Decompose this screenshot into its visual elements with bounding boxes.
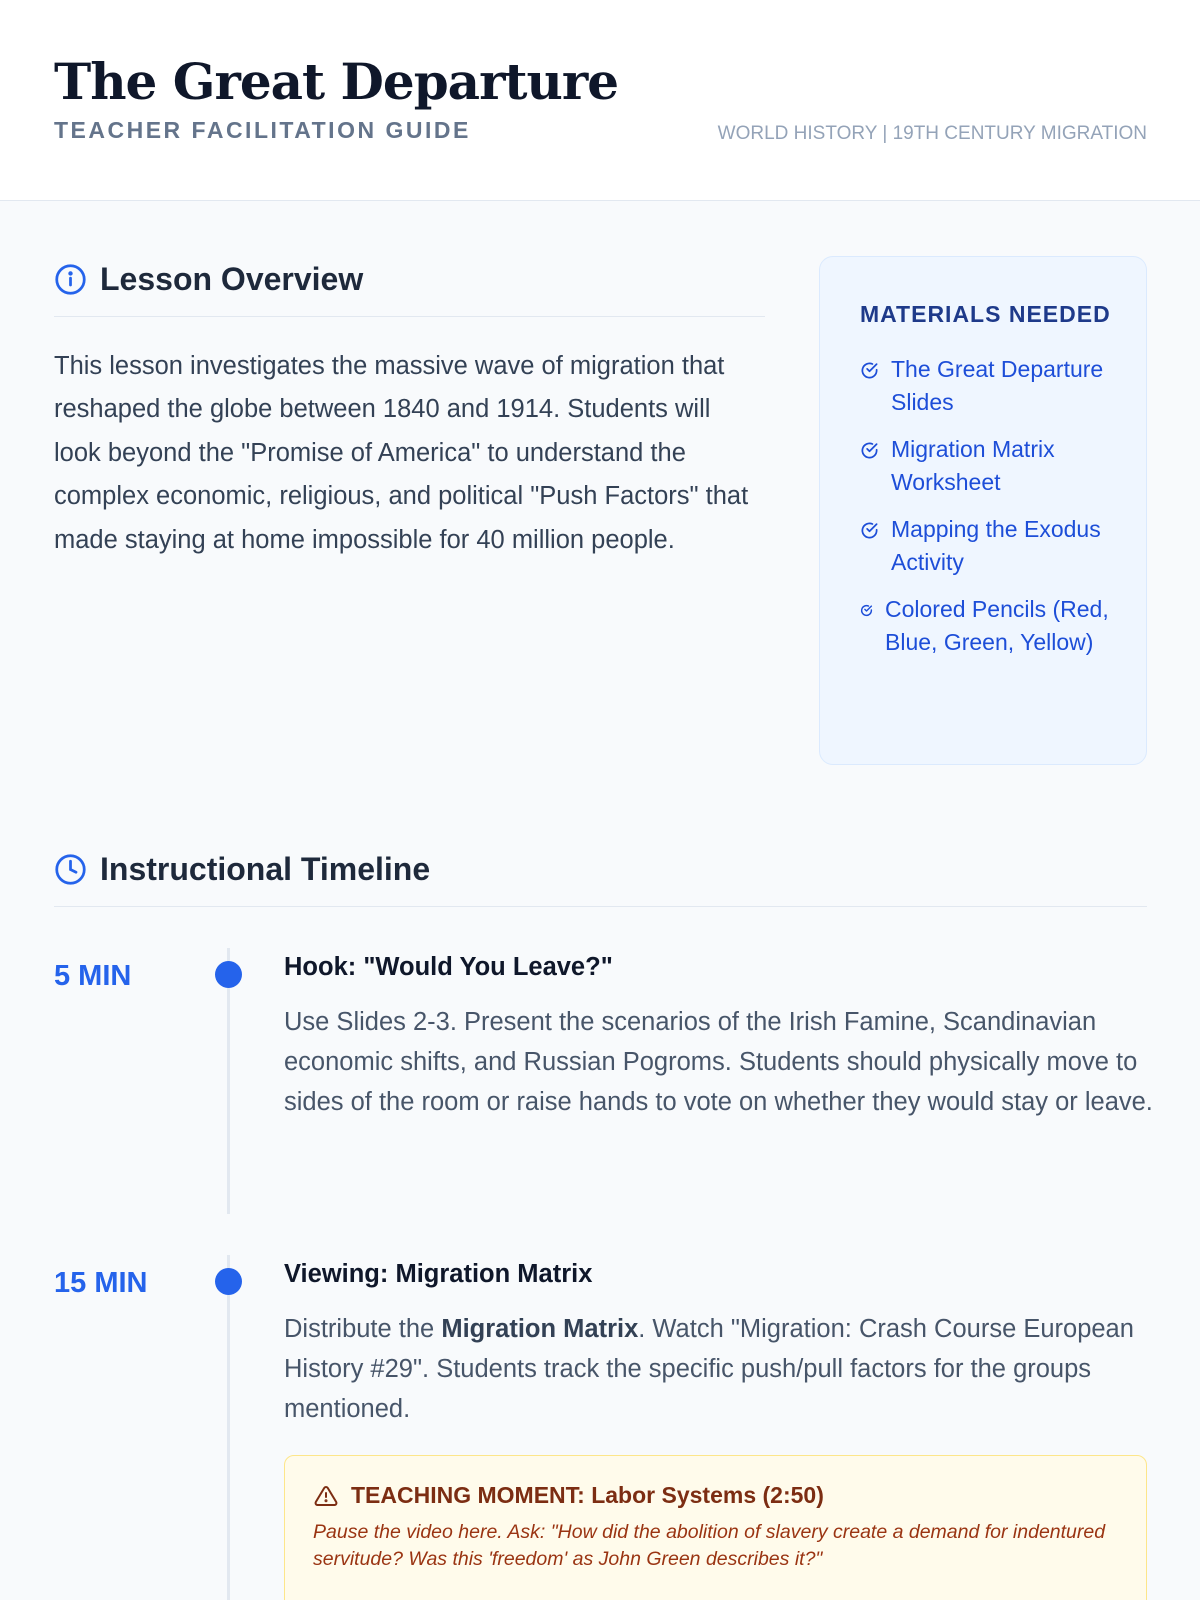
step-title: Viewing: Migration Matrix <box>284 1260 593 1288</box>
materials-heading: MATERIALS NEEDED <box>860 301 1111 327</box>
timeline-divider <box>54 906 1147 907</box>
callout-text: Pause the video here. Ask: "How did the abolition of slavery create a demand for indentured servitude? Was this 'freedom' as John Green describes it?" <box>313 1521 1106 1570</box>
step-duration: 15 MIN <box>54 1267 148 1299</box>
timeline-dot <box>215 1268 242 1295</box>
callout-title <box>313 1482 1118 1509</box>
overview-divider <box>54 316 765 317</box>
material-item <box>860 513 1126 579</box>
material-item-label: The Great Departure Slides <box>891 356 1104 415</box>
page-header <box>0 0 1200 201</box>
course-tagline: WORLD HISTORY | 19TH CENTURY MIGRATION <box>717 123 1147 144</box>
material-item-label: Colored Pencils (Red, Blue, Green, Yellow) <box>885 596 1109 655</box>
material-item-label: Mapping the Exodus Activity <box>891 516 1101 575</box>
page-title: The Great Departure <box>54 52 619 111</box>
overview-heading <box>54 261 363 298</box>
step-duration: 5 MIN <box>54 960 132 992</box>
material-item-label: Migration Matrix Worksheet <box>891 436 1055 495</box>
step-description <box>284 1309 1154 1429</box>
timeline-dot <box>215 961 242 988</box>
check-circle-icon <box>860 521 879 540</box>
info-icon <box>54 263 87 296</box>
step-desc-text: . Watch "Migration: Crash Course European History #29". Students track the specific push/pull factors for the groups mentioned. <box>284 1315 1134 1423</box>
check-circle-icon <box>860 604 873 617</box>
timeline-line <box>227 1255 230 1600</box>
timeline-heading-text: Instructional Timeline <box>100 851 431 887</box>
step-title: Hook: "Would You Leave?" <box>284 953 613 981</box>
material-item <box>860 353 1126 419</box>
teaching-moment-callout <box>284 1455 1147 1600</box>
callout-title-text: TEACHING MOMENT: Labor Systems (2:50) <box>351 1482 824 1508</box>
clock-icon <box>54 853 87 886</box>
step-description: Use Slides 2-3. Present the scenarios of the Irish Famine, Scandinavian economic shifts, and Russian Pogroms. Students should physically move to sides of the room or raise hands to vote on whether they would stay or leave. <box>284 1008 1153 1116</box>
step-desc-text: Distribute the <box>284 1315 442 1343</box>
overview-heading-text: Lesson Overview <box>100 261 364 297</box>
warning-icon <box>313 1484 339 1508</box>
timeline-heading <box>54 851 430 888</box>
check-circle-icon <box>860 441 879 460</box>
check-circle-icon <box>860 361 879 380</box>
page-subtitle: TEACHER FACILITATION GUIDE <box>54 117 471 143</box>
materials-card <box>819 256 1147 765</box>
overview-text: This lesson investigates the massive wave of migration that reshaped the globe between 1840 and 1914. Students will look beyond the "Promise of America" to understand the complex economic, religious, and political "Push Factors" that made staying at home impossible for 40 million people. <box>54 352 749 554</box>
material-item <box>860 593 1126 659</box>
material-item <box>860 433 1126 499</box>
step-desc-bold: Migration Matrix <box>441 1315 639 1343</box>
